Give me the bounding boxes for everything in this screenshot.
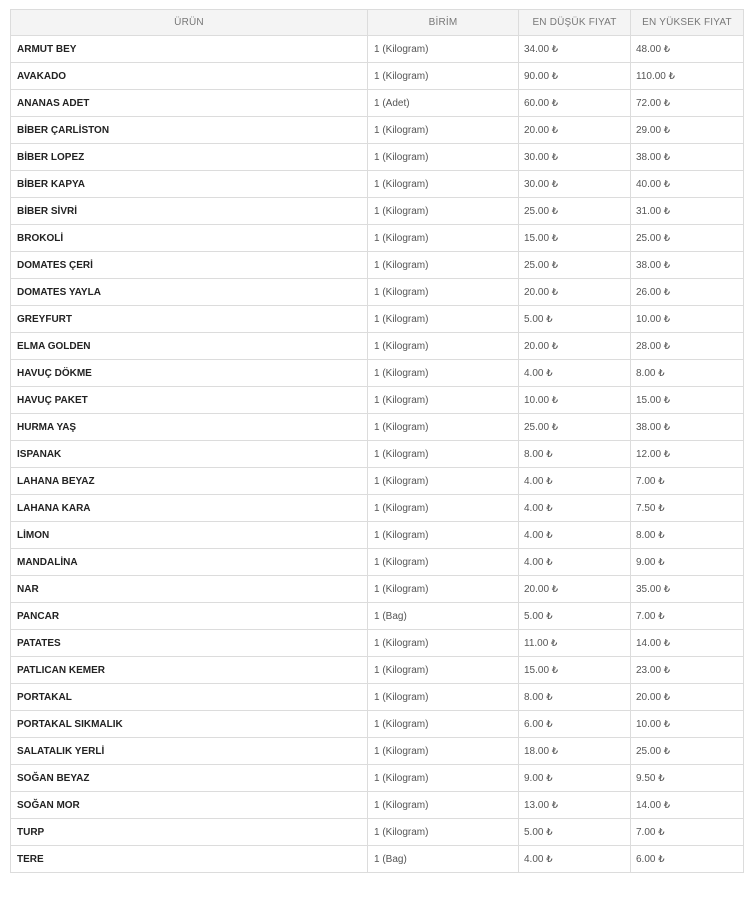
table-row [11, 252, 744, 279]
unit-cell: 1 (Kilogram) [368, 684, 519, 711]
table-row [11, 198, 744, 225]
table-row [11, 819, 744, 846]
table-row [11, 576, 744, 603]
price-table [10, 9, 744, 873]
min-price-cell: 25.00 ₺ [519, 198, 631, 225]
min-price-cell: 15.00 ₺ [519, 657, 631, 684]
unit-cell: 1 (Kilogram) [368, 522, 519, 549]
min-price-cell: 18.00 ₺ [519, 738, 631, 765]
product-name-cell: GREYFURT [11, 306, 368, 333]
max-price-cell: 29.00 ₺ [631, 117, 744, 144]
unit-cell: 1 (Kilogram) [368, 63, 519, 90]
unit-cell: 1 (Kilogram) [368, 630, 519, 657]
max-price-cell: 38.00 ₺ [631, 252, 744, 279]
product-name-cell: PANCAR [11, 603, 368, 630]
product-name-cell: DOMATES YAYLA [11, 279, 368, 306]
table-row [11, 846, 744, 873]
max-price-cell: 25.00 ₺ [631, 738, 744, 765]
unit-cell: 1 (Kilogram) [368, 387, 519, 414]
max-price-cell: 40.00 ₺ [631, 171, 744, 198]
table-row [11, 225, 744, 252]
min-price-cell: 30.00 ₺ [519, 144, 631, 171]
max-price-cell: 15.00 ₺ [631, 387, 744, 414]
min-price-cell: 15.00 ₺ [519, 225, 631, 252]
table-row [11, 711, 744, 738]
table-row [11, 144, 744, 171]
unit-cell: 1 (Kilogram) [368, 36, 519, 63]
table-row [11, 63, 744, 90]
unit-cell: 1 (Kilogram) [368, 792, 519, 819]
product-name-cell: HAVUÇ DÖKME [11, 360, 368, 387]
max-price-cell: 14.00 ₺ [631, 792, 744, 819]
table-row [11, 603, 744, 630]
min-price-cell: 4.00 ₺ [519, 468, 631, 495]
min-price-cell: 4.00 ₺ [519, 846, 631, 873]
product-name-cell: PATATES [11, 630, 368, 657]
product-name-cell: LAHANA KARA [11, 495, 368, 522]
product-name-cell: SOĞAN MOR [11, 792, 368, 819]
column-header-min-price: EN DÜŞÜK FIYAT [519, 10, 631, 36]
max-price-cell: 31.00 ₺ [631, 198, 744, 225]
unit-cell: 1 (Kilogram) [368, 414, 519, 441]
min-price-cell: 11.00 ₺ [519, 630, 631, 657]
max-price-cell: 7.00 ₺ [631, 468, 744, 495]
table-row [11, 333, 744, 360]
product-name-cell: ISPANAK [11, 441, 368, 468]
product-name-cell: SOĞAN BEYAZ [11, 765, 368, 792]
product-name-cell: BİBER SİVRİ [11, 198, 368, 225]
product-name-cell: SALATALIK YERLİ [11, 738, 368, 765]
product-name-cell: BİBER ÇARLİSTON [11, 117, 368, 144]
max-price-cell: 9.50 ₺ [631, 765, 744, 792]
product-name-cell: TURP [11, 819, 368, 846]
max-price-cell: 48.00 ₺ [631, 36, 744, 63]
column-header-unit: BİRİM [368, 10, 519, 36]
product-name-cell: MANDALİNA [11, 549, 368, 576]
header-row [11, 10, 744, 36]
product-name-cell: BROKOLİ [11, 225, 368, 252]
min-price-cell: 20.00 ₺ [519, 279, 631, 306]
max-price-cell: 14.00 ₺ [631, 630, 744, 657]
max-price-cell: 25.00 ₺ [631, 225, 744, 252]
max-price-cell: 10.00 ₺ [631, 711, 744, 738]
product-name-cell: HURMA YAŞ [11, 414, 368, 441]
unit-cell: 1 (Kilogram) [368, 333, 519, 360]
max-price-cell: 6.00 ₺ [631, 846, 744, 873]
max-price-cell: 7.00 ₺ [631, 603, 744, 630]
max-price-cell: 72.00 ₺ [631, 90, 744, 117]
min-price-cell: 30.00 ₺ [519, 171, 631, 198]
max-price-cell: 10.00 ₺ [631, 306, 744, 333]
table-row [11, 549, 744, 576]
max-price-cell: 7.00 ₺ [631, 819, 744, 846]
table-row [11, 495, 744, 522]
table-body [11, 36, 744, 873]
unit-cell: 1 (Kilogram) [368, 171, 519, 198]
min-price-cell: 20.00 ₺ [519, 117, 631, 144]
min-price-cell: 9.00 ₺ [519, 765, 631, 792]
max-price-cell: 38.00 ₺ [631, 144, 744, 171]
min-price-cell: 25.00 ₺ [519, 252, 631, 279]
min-price-cell: 60.00 ₺ [519, 90, 631, 117]
product-name-cell: PORTAKAL SIKMALIK [11, 711, 368, 738]
unit-cell: 1 (Kilogram) [368, 819, 519, 846]
min-price-cell: 4.00 ₺ [519, 522, 631, 549]
table-row [11, 360, 744, 387]
max-price-cell: 28.00 ₺ [631, 333, 744, 360]
max-price-cell: 38.00 ₺ [631, 414, 744, 441]
product-name-cell: NAR [11, 576, 368, 603]
unit-cell: 1 (Kilogram) [368, 117, 519, 144]
max-price-cell: 23.00 ₺ [631, 657, 744, 684]
table-row [11, 117, 744, 144]
min-price-cell: 4.00 ₺ [519, 549, 631, 576]
unit-cell: 1 (Kilogram) [368, 252, 519, 279]
unit-cell: 1 (Adet) [368, 90, 519, 117]
unit-cell: 1 (Kilogram) [368, 765, 519, 792]
min-price-cell: 13.00 ₺ [519, 792, 631, 819]
unit-cell: 1 (Kilogram) [368, 576, 519, 603]
unit-cell: 1 (Kilogram) [368, 495, 519, 522]
min-price-cell: 25.00 ₺ [519, 414, 631, 441]
unit-cell: 1 (Kilogram) [368, 657, 519, 684]
unit-cell: 1 (Kilogram) [368, 360, 519, 387]
table-row [11, 171, 744, 198]
min-price-cell: 10.00 ₺ [519, 387, 631, 414]
max-price-cell: 9.00 ₺ [631, 549, 744, 576]
product-name-cell: BİBER KAPYA [11, 171, 368, 198]
table-row [11, 684, 744, 711]
max-price-cell: 20.00 ₺ [631, 684, 744, 711]
product-name-cell: AVAKADO [11, 63, 368, 90]
table-row [11, 306, 744, 333]
product-name-cell: DOMATES ÇERİ [11, 252, 368, 279]
product-name-cell: LİMON [11, 522, 368, 549]
unit-cell: 1 (Kilogram) [368, 198, 519, 225]
product-name-cell: HAVUÇ PAKET [11, 387, 368, 414]
table-row [11, 522, 744, 549]
column-header-max-price: EN YÜKSEK FIYAT [631, 10, 744, 36]
table-row [11, 90, 744, 117]
price-table-container [10, 9, 743, 873]
unit-cell: 1 (Kilogram) [368, 441, 519, 468]
max-price-cell: 7.50 ₺ [631, 495, 744, 522]
unit-cell: 1 (Kilogram) [368, 468, 519, 495]
min-price-cell: 34.00 ₺ [519, 36, 631, 63]
max-price-cell: 110.00 ₺ [631, 63, 744, 90]
unit-cell: 1 (Kilogram) [368, 279, 519, 306]
max-price-cell: 8.00 ₺ [631, 360, 744, 387]
table-header [11, 10, 744, 36]
max-price-cell: 8.00 ₺ [631, 522, 744, 549]
product-name-cell: BİBER LOPEZ [11, 144, 368, 171]
table-row [11, 657, 744, 684]
table-row [11, 441, 744, 468]
table-row [11, 792, 744, 819]
product-name-cell: PATLICAN KEMER [11, 657, 368, 684]
unit-cell: 1 (Kilogram) [368, 144, 519, 171]
min-price-cell: 4.00 ₺ [519, 360, 631, 387]
max-price-cell: 26.00 ₺ [631, 279, 744, 306]
product-name-cell: ELMA GOLDEN [11, 333, 368, 360]
max-price-cell: 35.00 ₺ [631, 576, 744, 603]
column-header-product: ÜRÜN [11, 10, 368, 36]
table-row [11, 36, 744, 63]
unit-cell: 1 (Kilogram) [368, 549, 519, 576]
min-price-cell: 5.00 ₺ [519, 603, 631, 630]
unit-cell: 1 (Kilogram) [368, 711, 519, 738]
min-price-cell: 20.00 ₺ [519, 333, 631, 360]
min-price-cell: 5.00 ₺ [519, 819, 631, 846]
unit-cell: 1 (Kilogram) [368, 738, 519, 765]
min-price-cell: 6.00 ₺ [519, 711, 631, 738]
unit-cell: 1 (Kilogram) [368, 306, 519, 333]
product-name-cell: ANANAS ADET [11, 90, 368, 117]
max-price-cell: 12.00 ₺ [631, 441, 744, 468]
min-price-cell: 8.00 ₺ [519, 684, 631, 711]
unit-cell: 1 (Bag) [368, 603, 519, 630]
product-name-cell: ARMUT BEY [11, 36, 368, 63]
unit-cell: 1 (Bag) [368, 846, 519, 873]
table-row [11, 630, 744, 657]
product-name-cell: PORTAKAL [11, 684, 368, 711]
table-row [11, 414, 744, 441]
min-price-cell: 90.00 ₺ [519, 63, 631, 90]
table-row [11, 279, 744, 306]
unit-cell: 1 (Kilogram) [368, 225, 519, 252]
table-row [11, 765, 744, 792]
product-name-cell: TERE [11, 846, 368, 873]
table-row [11, 738, 744, 765]
table-row [11, 468, 744, 495]
min-price-cell: 20.00 ₺ [519, 576, 631, 603]
table-row [11, 387, 744, 414]
product-name-cell: LAHANA BEYAZ [11, 468, 368, 495]
min-price-cell: 8.00 ₺ [519, 441, 631, 468]
min-price-cell: 4.00 ₺ [519, 495, 631, 522]
min-price-cell: 5.00 ₺ [519, 306, 631, 333]
